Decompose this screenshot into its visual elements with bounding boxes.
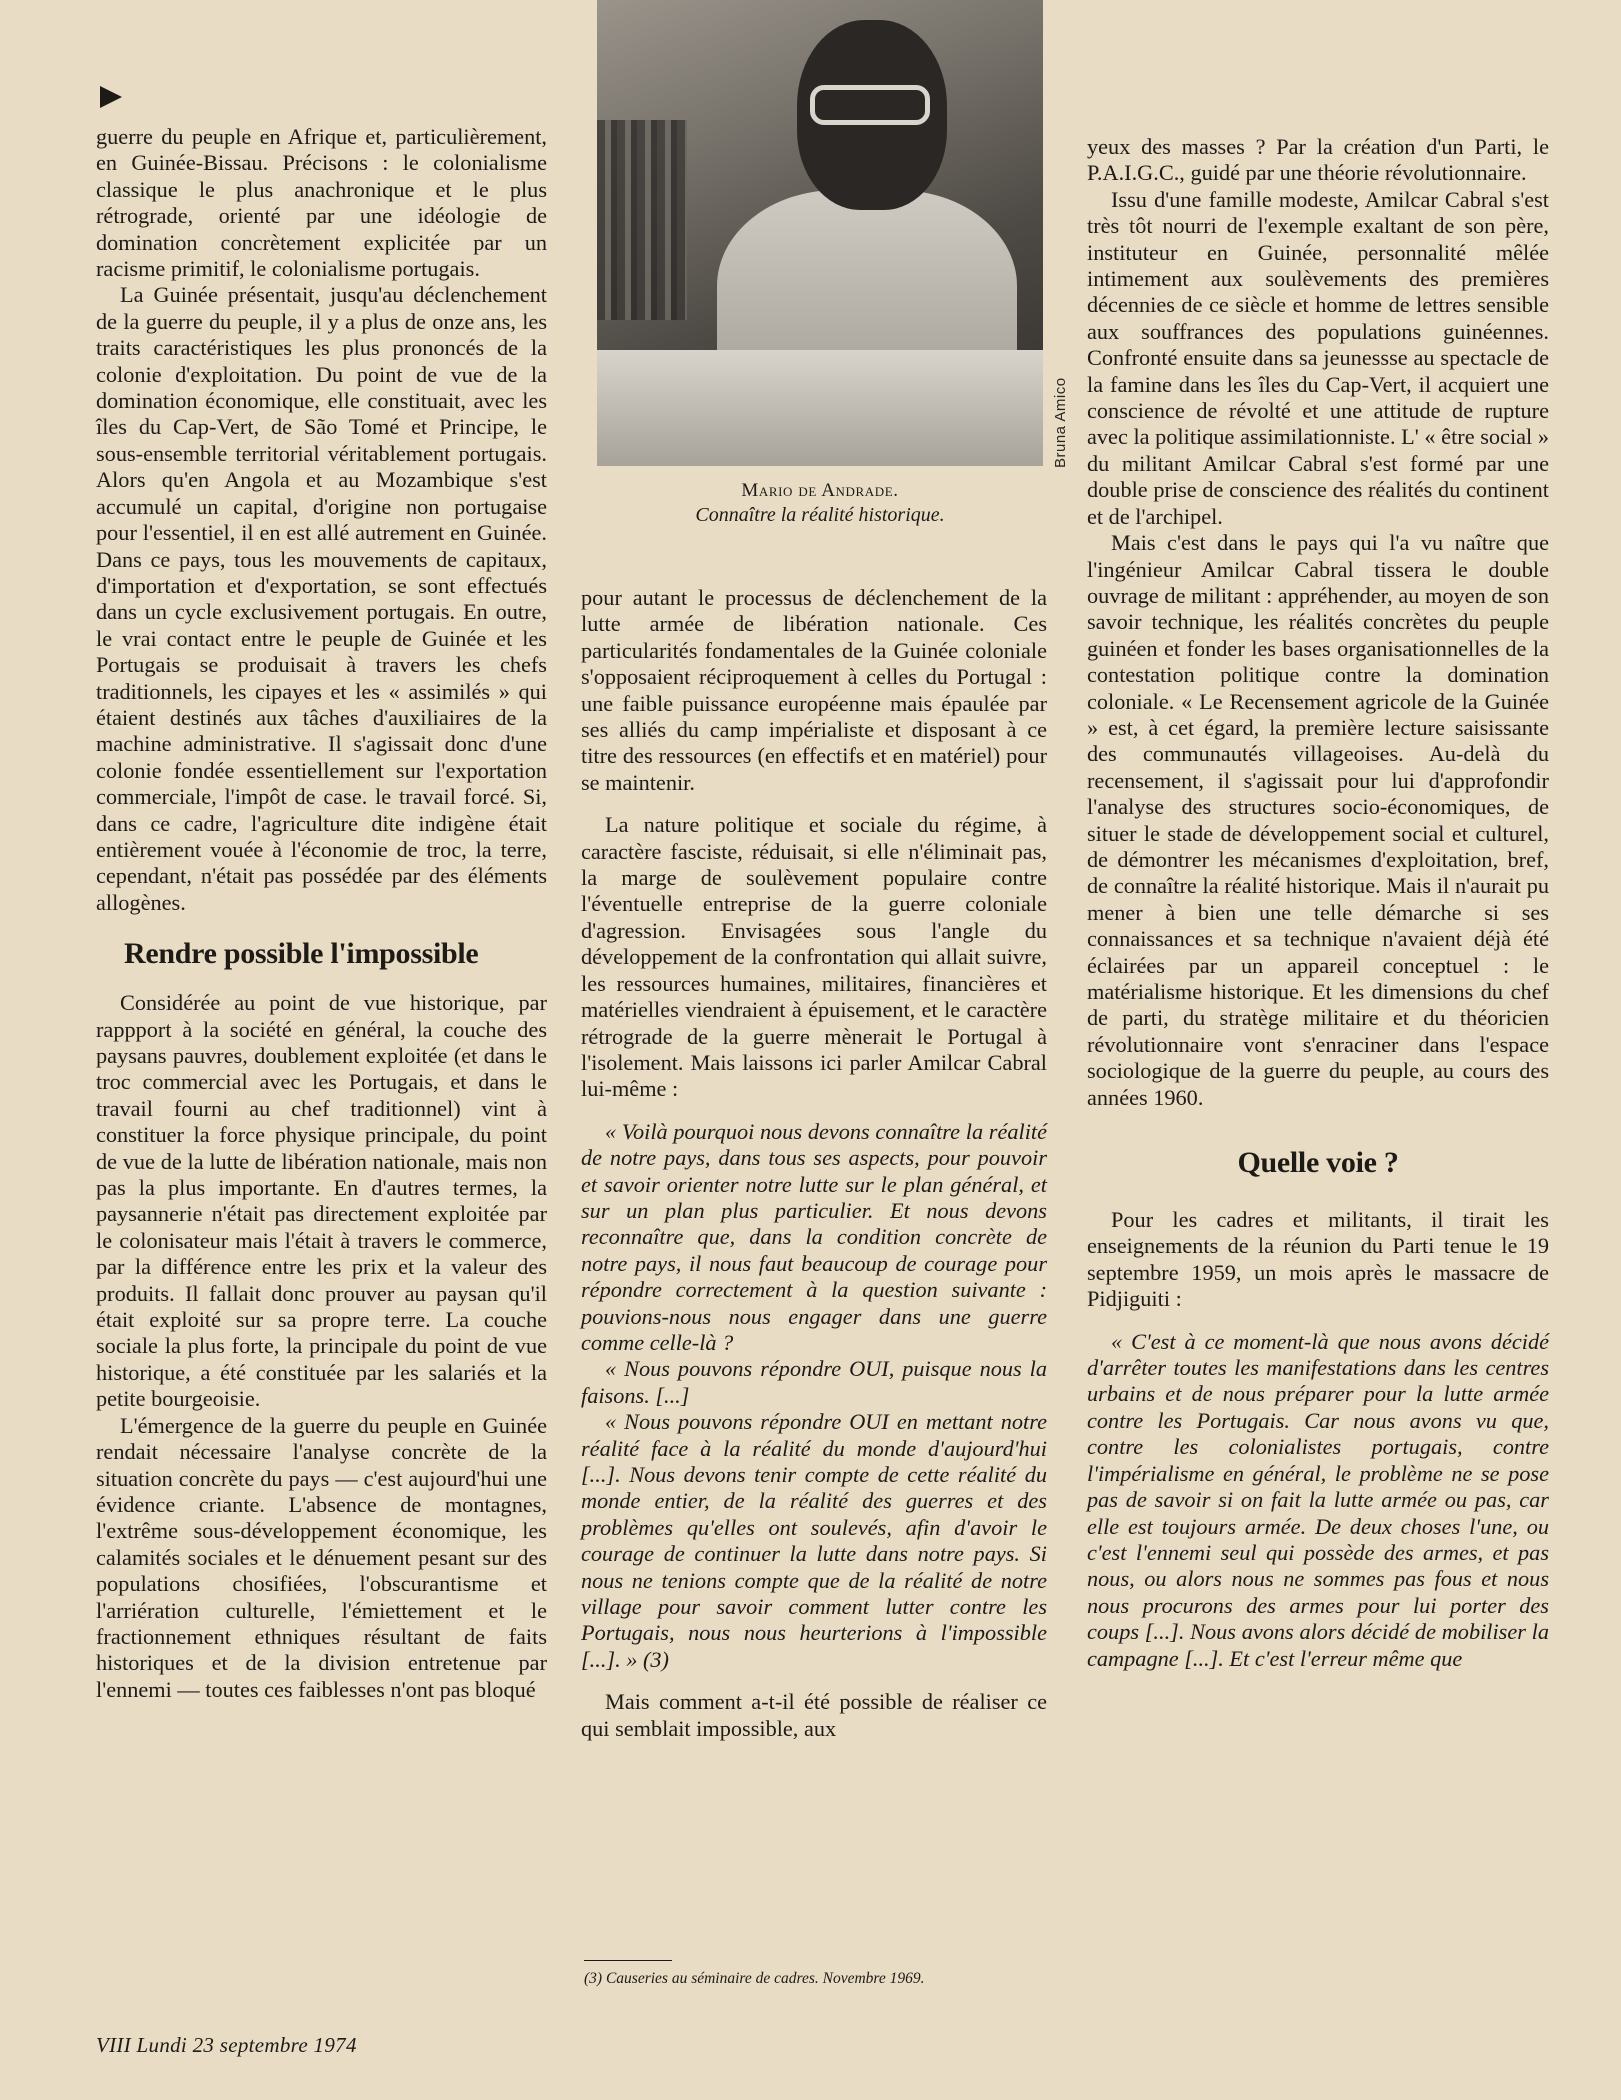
quote-paragraph: « Nous pouvons répondre OUI en mettant notre réalité face à la réalité du monde d'aujourd'hui [...]. Nous devons tenir compte de cette réalité du monde entier, de la réalité des guerres et des problèmes qu'elles ont soulevés, afin d'avoir le courage de continuer la lutte dans notre pays. Si nous ne tenions compte que de la réalité de notre village pour savoir comment lutter contre les Portugais, nous nous heurterions à l'impossible [...]. » (3) — [581, 1409, 1047, 1672]
column-left — [96, 124, 547, 1703]
quote-paragraph: « Nous pouvons répondre OUI, puisque nous la faisons. [...] — [581, 1356, 1047, 1408]
page-footer: VIII Lundi 23 septembre 1974 — [96, 2033, 357, 2057]
photo-caption: Connaître la réalité historique. — [695, 504, 945, 526]
paragraph: La nature politique et sociale du régime, à caractère fasciste, réduisait, si elle n'éliminait pas, la marge de soulèvement populaire contre l'éventuelle entreprise de la guerre coloniale d'agression. Envisagées sous l'angle du développement de la confrontation qui allait suivre, les ressources humaines, militaires, financières et matérielles viendraient à épuisement, et le caractère rétrograde de la guerre mènerait le Portugal à l'isolement. Mais laissons ici parler Amilcar Cabral lui-même : — [581, 812, 1047, 1102]
continuation-arrow-icon — [100, 86, 122, 108]
paragraph: Issu d'une famille modeste, Amilcar Cabral s'est très tôt nourri de l'exemple exaltant de son père, instituteur en Guinée, personnalité mêlée intimement aux soulèvements des premières décennies de ce siècle et homme de lettres sensible aux souffrances des populations guinéennes. Confronté ensuite dans sa jeunessse au spectacle de la famine dans les îles du Cap-Vert, il acquiert une conscience de révolté et une attitude de rupture avec la politique assimilationniste. L' « être social » du militant Amilcar Cabral s'est formé par une double prise de conscience des réalités du continent et de l'archipel. — [1087, 186, 1549, 529]
footnote-rule — [584, 1960, 672, 1961]
paragraph: La Guinée présentait, jusqu'au déclenchement de la guerre du peuple, il y a plus de onze ans, les traits caractéristiques les plus prononcés de la colonie d'exploitation. Du point de vue de la domination économique, elle constituait, avec les îles du Cap-Vert, de São Tomé et Principe, le sous-ensemble territorial véritablement portugais. Alors qu'en Angola et au Mozambique s'est accumulé un capital, d'origine non portugaise pour l'essentiel, il en est allé autrement en Guinée. Dans ce pays, tous les mouvements de capitaux, d'importation et d'exportation, se sont effectués dans un cycle exclusivement portugais. En outre, le vrai contact entre le peuple de Guinée et les Portugais se produisait à travers les chefs traditionnels, les cipayes et les « assimilés » qui étaient destinés aux tâches d'auxiliaires de la machine administrative. Il s'agissait donc d'une colonie fondée essentiellement sur l'exportation commerciale, l'impôt de case. le travail forcé. Si, dans ce cadre, l'agriculture dite indigène était entièrement vouée à l'économie de troc, la terre, cependant, n'était pas possédée par des éléments allogènes. — [96, 282, 547, 915]
paragraph: yeux des masses ? Par la création d'un Parti, le P.A.I.G.C., guidé par une théorie révolutionnaire. — [1087, 134, 1549, 186]
photo-glasses — [810, 85, 930, 125]
photo-desk — [597, 350, 1043, 466]
paragraph: guerre du peuple en Afrique et, particulièrement, en Guinée-Bissau. Précisons : le colonialisme classique le plus anachronique et le plus rétrograde, orienté par une idéologie de domination concrètement explicitée par un racisme primitif, le colonialisme portugais. — [96, 124, 547, 282]
photo-credit: Bruna Amico — [1052, 377, 1069, 468]
column-right — [1087, 134, 1549, 1672]
paragraph: L'émergence de la guerre du peuple en Guinée rendait nécessaire l'analyse concrète de la situation concrète du pays — c'est aujourd'hui une évidence criante. L'absence de montagnes, l'extrême sous-développement économique, les calamités sociales et le dénuement pesant sur des populations chosifiées, l'obscurantisme et l'arriération culturelle, l'émiettement et le fractionnement ethniques résultant de faits historiques et de la division entretenue par l'ennemi — toutes ces faiblesses n'ont pas bloqué — [96, 1412, 547, 1702]
photo-caption-name: Mario de Andrade. — [741, 480, 899, 501]
footnote: (3) Causeries au séminaire de cadres. Novembre 1969. — [584, 1970, 925, 1987]
section-heading: Rendre possible l'impossible — [124, 937, 479, 971]
paragraph: Mais c'est dans le pays qui l'a vu naître que l'ingénieur Amilcar Cabral tissera le double ouvrage de militant : appréhender, au moyen de son savoir technique, les réalités concrètes du peuple guinéen et fonder les bases organisationnelles de la contestation politique contre la domination coloniale. « Le Recensement agricole de la Guinée » est, à cet égard, la première lecture saisissante des communautés villageoises. Au-delà du recensement, il s'agissait pour lui d'approfondir l'analyse des structures socio-économiques, de situer le stade de développement social et culturel, de démontrer les mécanismes d'exploitation, bref, de connaître la réalité historique. Mais il n'aurait pu mener à bien une telle démarche si ses connaissances et sa technique n'avaient déjà été éclairées par un appareil conceptuel : le matérialisme historique. Et les dimensions du chef de parti, du stratège militaire et du théoricien révolutionnaire vont s'enraciner dans l'espace sociologique de la guerre du peuple, au cours des années 1960. — [1087, 530, 1549, 1110]
paragraph: pour autant le processus de déclenchement de la lutte armée de libération nationale. Ces particularités fondamentales de la Guinée coloniale s'opposaient réciproquement à celles du Portugal : une faible puissance européenne mais épaulée par ses alliés du camp impérialiste et disposant à ce titre des ressources (en effectifs et en matériel) pour se maintenir. — [581, 585, 1047, 795]
portrait-photo — [597, 0, 1043, 466]
photo-bookshelf — [597, 120, 687, 320]
quote-paragraph: « Voilà pourquoi nous devons connaître la réalité de notre pays, dans tous ses aspects, pour pouvoir et savoir orienter notre lutte sur le plan général, et sur un plan plus particulier. Et nous devons reconnaître que, dans la condition concrète de notre pays, il nous faut beaucoup de courage pour répondre correctement à la question suivante : pouvions-nous nous engager dans une guerre comme celle-là ? — [581, 1118, 1047, 1355]
paragraph: Mais comment a-t-il été possible de réaliser ce qui semblait impossible, aux — [581, 1689, 1047, 1741]
section-heading: Quelle voie ? — [1237, 1146, 1399, 1180]
quote-paragraph: « C'est à ce moment-là que nous avons décidé d'arrêter toutes les manifestations dans les centres urbains et de nous préparer pour la lutte armée contre les Portugais. Car nous avons vu que, contre les colonialistes portugais, contre l'impérialisme en général, le problème ne se pose pas de savoir si on fait la lutte armée ou pas, car elle est toujours armée. De deux choses l'une, ou c'est l'ennemi seul qui possède des armes, et pas nous, ou alors nous ne sommes pas fous et nous nous procurons des armes pour lui porter des coups [...]. Nous avons alors décidé de mobiliser la campagne [...]. Et c'est l'erreur même que — [1087, 1328, 1549, 1671]
paragraph: Considérée au point de vue historique, par rappport à la société en général, la couche des paysans pauvres, doublement exploitée (et dans le troc commercial avec les Portugais, et dans le travail fourni au chef traditionnel) vint à constituer la force physique principale, du point de vue de la lutte de libération nationale, mais non pas la plus importante. En d'autres termes, la paysannerie n'était pas directement exploitée par le colonisateur mais l'était à travers le commerce, par la différence entre les prix et la valeur des produits. Il fallait donc prouver au paysan qu'il était exploité sur sa propre terre. La couche sociale la plus forte, la principale du point de vue historique, a été constituée par les salariés et la petite bourgeoisie. — [96, 990, 547, 1412]
column-middle — [581, 585, 1047, 1742]
paragraph: Pour les cadres et militants, il tirait les enseignements de la réunion du Parti tenue le 19 septembre 1959, un mois après le massacre de Pidjiguiti : — [1087, 1207, 1549, 1312]
